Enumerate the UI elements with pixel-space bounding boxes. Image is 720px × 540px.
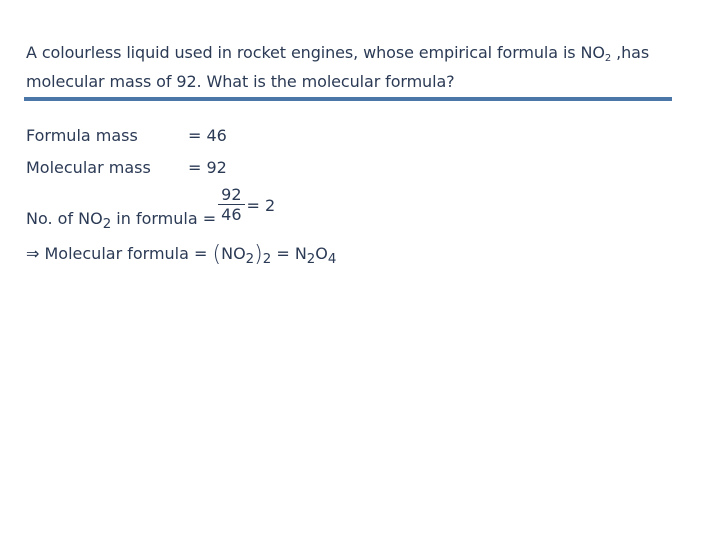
formula-inner-subscript: 2 [245,252,255,268]
fraction [218,186,244,224]
open-paren: ( [212,242,222,267]
question-text-end: ,has molecular mass of 92. What is the molecular formula? [26,43,650,91]
formula-outer-subscript: 2 [262,252,272,268]
molecular-formula-label: Molecular formula = [44,244,213,263]
n-subscript: 2 [306,252,316,268]
oxygen-symbol: O [315,244,328,263]
count-label-end: in formula = [111,208,217,228]
count-label-subscript: 2 [102,216,112,232]
formula-equals-n: = N [271,244,307,263]
molecular-mass-value: = 92 [188,158,227,177]
question-text [26,38,686,96]
fraction-numerator: 92 [218,186,244,205]
molecular-mass-label: Molecular mass [26,158,151,177]
count-row [26,185,276,232]
divider-line [24,97,672,101]
formula-mass-value: = 46 [188,126,227,145]
formula-inner: NO [221,244,246,263]
o-subscript: 4 [327,252,337,268]
implies-arrow-icon: ⇒ [26,244,40,263]
count-result: = 2 [246,195,276,215]
close-paren: ) [254,242,263,267]
fraction-denominator: 46 [221,205,242,224]
count-label-text: No. of NO [26,208,103,228]
count-label [26,208,217,232]
question-subscript: 2 [604,53,612,64]
question-text-start: A colourless liquid used in rocket engines, whose empirical formula is NO [26,43,605,62]
formula-mass-label: Formula mass [26,126,138,145]
molecular-formula-row [26,242,336,267]
